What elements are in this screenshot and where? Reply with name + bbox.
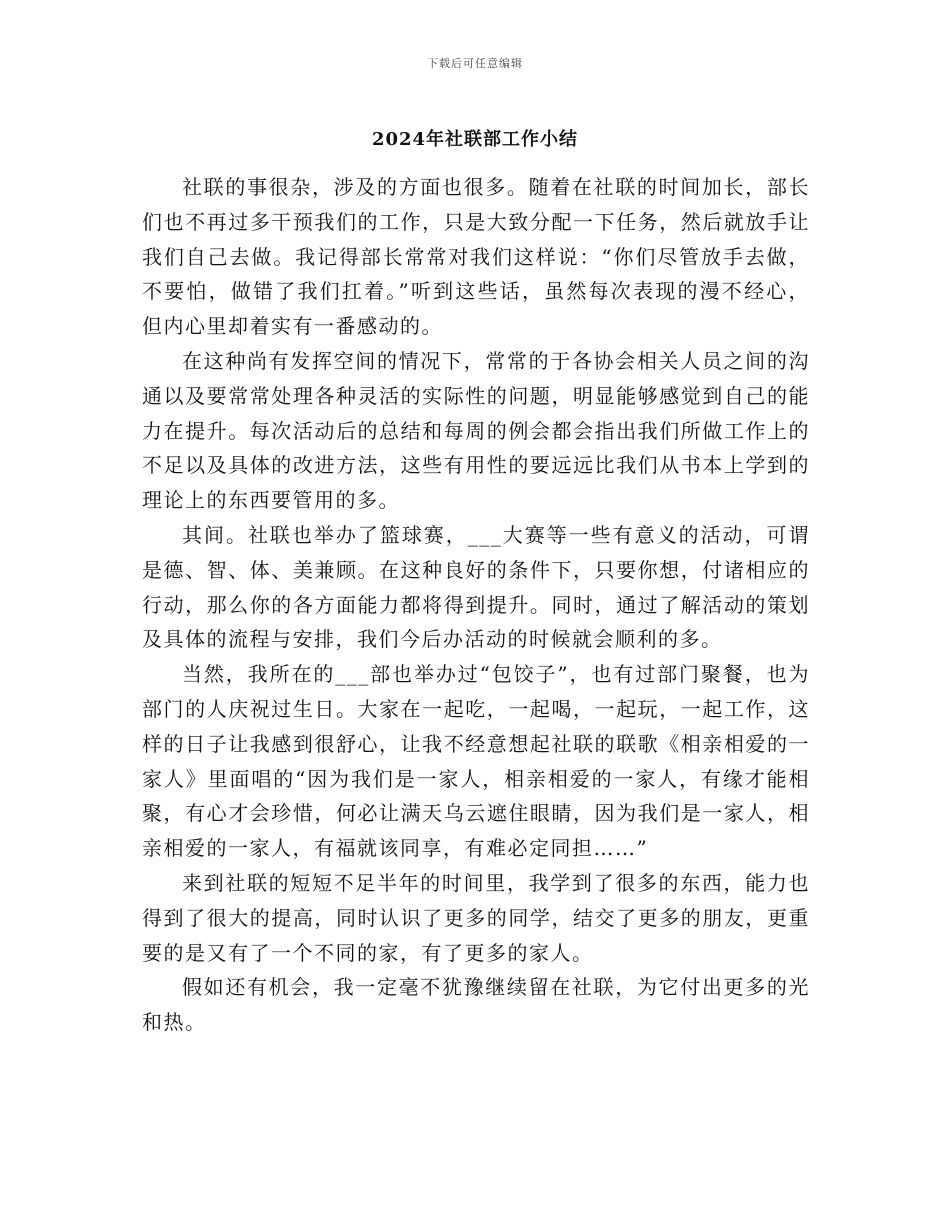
page-header-note: 下载后可任意编辑: [427, 57, 523, 70]
paragraph-3: 其间。社联也举办了篮球赛，___大赛等一些有意义的活动，可谓是德、智、体、美兼顾。在这种良好的条件下，只要你想，付诸相应的行动，那么你的各方面能力都将得到提升。同时，通过了解活动的策划及具体的流程与安排，我们今后办活动的时候就会顺利的多。: [142, 522, 810, 652]
paragraph-1: 社联的事很杂，涉及的方面也很多。随着在社联的时间加长，部长们也不再过多干预我们的工作，只是大致分配一下任务，然后就放手让我们自己去做。我记得部长常常对我们这样说：“你们尽管放手去做，不要怕，做错了我们扛着。”听到这些话，虽然每次表现的漫不经心，但内心里却着实有一番感动的。: [142, 175, 810, 339]
paragraph-5: 来到社联的短短不足半年的时间里，我学到了很多的东西，能力也得到了很大的提高，同时认识了更多的同学，结交了更多的朋友，更重要的是又有了一个不同的家，有了更多的家人。: [142, 870, 810, 965]
paragraph-2: 在这种尚有发挥空间的情况下，常常的于各协会相关人员之间的沟通以及要常常处理各种灵活的实际性的问题，明显能够感觉到自己的能力在提升。每次活动后的总结和每周的例会都会指出我们所做工作上的不足以及具体的改进方法，这些有用性的要远远比我们从书本上学到的理论上的东西要管用的多。: [142, 348, 810, 513]
document-body: [142, 170, 810, 1040]
document-title: 2024年社联部工作小结: [371, 129, 579, 150]
paragraph-6: 假如还有机会，我一定毫不犹豫继续留在社联，为它付出更多的光和热。: [142, 975, 810, 1035]
paragraph-4: 当然，我所在的___部也举办过“包饺子”，也有过部门聚餐，也为部门的人庆祝过生日。大家在一起吃，一起喝，一起玩，一起工作，这样的日子让我感到很舒心，让我不经意想起社联的联歌《相亲相爱的一家人》里面唱的“因为我们是一家人，相亲相爱的一家人，有缘才能相聚，有心才会珍惜，何必让满天乌云遮住眼睛，因为我们是一家人，相亲相爱的一家人，有福就该同享，有难必定同担……”: [142, 662, 810, 861]
